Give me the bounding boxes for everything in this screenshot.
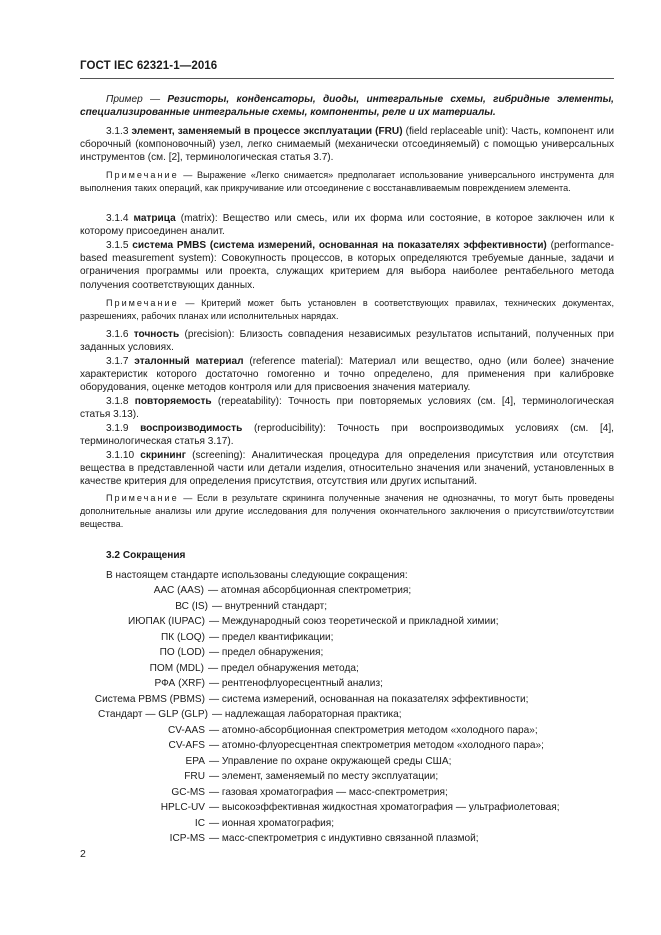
abbreviation-definition: — масс-спектрометрия с индуктивно связанной плазмой; xyxy=(209,833,479,844)
term-3-1-4: 3.1.4 матрица (matrix): Вещество или смесь, или их форма или состояние, в которое заключен или к которому присоединен аналит. xyxy=(80,213,614,238)
term-3-1-9: 3.1.9 воспроизводимость (reproducibility): Точность при воспроизводимых условиях (см. [4], терминологическая статья 3.17). xyxy=(80,423,614,448)
abbreviation-key: ВС (IS) xyxy=(175,600,208,612)
abbreviation-key: Стандарт — GLP (GLP) xyxy=(98,709,208,720)
abbreviation-key: HPLC-UV xyxy=(160,802,205,813)
abbreviation-key: ICP-MS xyxy=(169,833,205,844)
abbreviation-definition: — внутренний стандарт; xyxy=(212,600,328,612)
abbreviation-definition: — высокоэффективная жидкостная хроматография — ультрафиолетовая; xyxy=(209,802,560,813)
abbreviation-key: ИЮПАК (IUPAC) xyxy=(128,616,205,627)
abbreviation-key: ПОМ (MDL) xyxy=(149,662,204,674)
abbreviation-definition: — рентгенофлуоресцентный анализ; xyxy=(209,678,383,689)
abbreviation-definition: — Управление по охране окружающей среды США; xyxy=(209,755,452,767)
abbreviation-key: CV-AFS xyxy=(168,740,205,751)
abbreviation-definition: — предел квантификации; xyxy=(209,631,334,643)
abbreviation-definition: — надлежащая лабораторная практика; xyxy=(212,709,402,720)
abbreviation-key: ПК (LOQ) xyxy=(161,631,205,643)
section-intro: В настоящем стандарте использованы следующие сокращения: xyxy=(106,570,408,581)
note-1: Примечание — Выражение «Легко снимается» предполагает использование универсального инструмента для выполнения таких операций, как прикручивание или отсоединение с восстанавливаемым повреждением элемента. xyxy=(80,170,614,193)
term-3-1-7: 3.1.7 эталонный материал (reference material): Материал или вещество, одно (или более) значение характеристик которого достаточно гомогенно и точно определено, для применения при калибровке оборудования, оценке методов контроля или для присвоения значения материалу. xyxy=(80,356,614,394)
term-3-1-3: 3.1.3 элемент, заменяемый в процессе эксплуатации (FRU) (field replaceable unit): Часть, компонент или сборочный (компоновочный) узел, легко снимаемый (механически отсоединяемый) с помощью универсальных инструментов (см. [2], терминологическая статья 3.7). xyxy=(80,126,614,164)
abbreviation-definition: — элемент, заменяемый по месту эксплуатации; xyxy=(209,771,439,782)
abbreviation-definition: — газовая хроматография — масс-спектрометрия; xyxy=(209,786,448,798)
abbreviation-definition: — атомно-флуоресцентная спектрометрия методом «холодного пара»; xyxy=(209,740,544,751)
note-3: Примечание — Если в результате скрининга полученные значения не однозначны, то могут быть проведены дополнительные анализы или другие исследования для получения окончательного заключения о присутствии/отсутствии вещества. xyxy=(80,493,614,529)
term-3-1-10: 3.1.10 скрининг (screening): Аналитическая процедура для определения присутствия или отсутствия вещества в представленной части или детали изделия, относительно значения или значений, установленных в качестве критерия для определения присутствия, отсутствия или других испытаний. xyxy=(80,450,614,488)
abbreviation-key: РФА (XRF) xyxy=(154,678,205,689)
abbreviation-definition: — ионная хроматография; xyxy=(209,817,335,829)
term-3-1-5: 3.1.5 система PMBS (система измерений, основанная на показателях эффективности) (performance-based measurement system): Совокупность процессов, в которых определяются требуемые данные, задачи и ограничения программы или проекта, служащих критерием для выбора наиболее рентабельного метода получения соответствующих данных. xyxy=(80,240,614,291)
abbreviation-key: GC-MS xyxy=(171,786,205,798)
term-3-1-8: 3.1.8 повторяемость (repeatability): Точность при повторяемых условиях (см. [4], терминологическая статья 3.13). xyxy=(80,396,614,421)
abbreviation-definition: — предел обнаружения; xyxy=(209,647,324,658)
abbreviation-key: Система PBMS (PBMS) xyxy=(94,693,205,705)
document-header: ГОСТ IEC 62321-1—2016 xyxy=(80,60,218,72)
abbreviation-key: EPA xyxy=(185,755,205,767)
page-number: 2 xyxy=(80,848,86,860)
abbreviation-key: IC xyxy=(194,817,205,829)
abbreviation-key: ПО (LOD) xyxy=(159,647,205,658)
section-title: 3.2 Сокращения xyxy=(106,550,186,561)
term-3-1-6: 3.1.6 точность (precision): Близость совпадения независимых результатов испытаний, полученных при заданных условиях. xyxy=(80,329,614,354)
abbreviation-definition: — Международный союз теоретической и прикладной химии; xyxy=(209,616,499,627)
abbreviation-definition: — атомная абсорбционная спектрометрия; xyxy=(208,585,412,596)
abbreviation-key: CV-AAS xyxy=(167,724,205,736)
example-paragraph: Пример — Резисторы, конденсаторы, диоды, интегральные схемы, гибридные элементы, специализированные интегральные схемы, компоненты, реле и их материалы. xyxy=(80,94,614,119)
abbreviation-key: FRU xyxy=(184,771,205,782)
abbreviation-definition: — атомно-абсорбционная спектрометрия методом «холодного пара»; xyxy=(209,724,538,736)
note-2: Примечание — Критерий может быть установлен в соответствующих правилах, технических документах, разрешениях, рабочих планах или исполнительных нарядах. xyxy=(80,298,614,321)
abbreviation-definition: — предел обнаружения метода; xyxy=(208,662,359,674)
abbreviation-definition: — система измерений, основанная на показателях эффективности; xyxy=(209,693,529,705)
header-rule xyxy=(80,78,614,79)
abbreviation-key: ААС (AAS) xyxy=(153,585,204,596)
